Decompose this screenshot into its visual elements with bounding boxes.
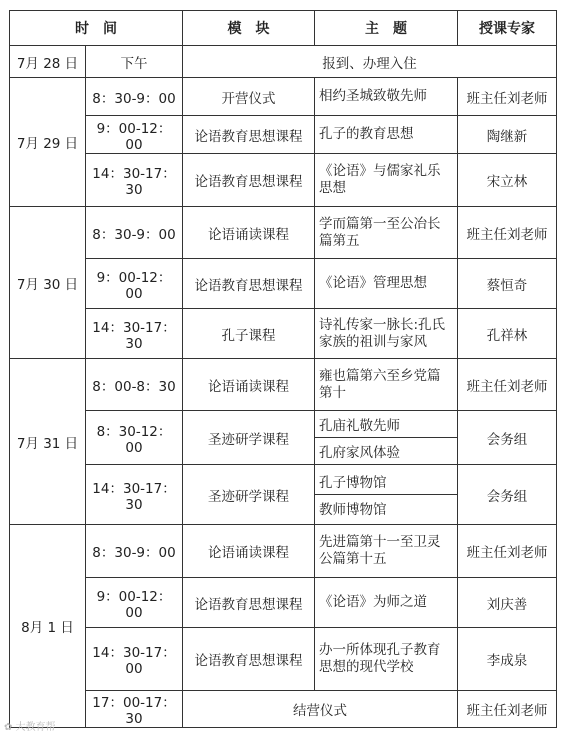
topic-item: 孔子博物馆 [319, 475, 387, 491]
expert-cell: 会务组 [458, 465, 557, 525]
module-cell: 论语诵读课程 [183, 525, 315, 578]
expert-cell: 班主任刘老师 [458, 525, 557, 578]
module-cell: 论语教育思想课程 [183, 259, 315, 309]
schedule-table [9, 10, 557, 728]
module-cell: 开营仪式 [183, 78, 315, 116]
topic-subtable [315, 411, 457, 464]
topic-cell: 《论语》管理思想 [315, 259, 458, 309]
expert-cell: 班主任刘老师 [458, 78, 557, 116]
module-cell: 论语诵读课程 [183, 207, 315, 259]
time-cell: 14：30-17：00 [86, 628, 183, 691]
topic-cell: 孔子的教育思想 [315, 116, 458, 154]
topic-cell [315, 411, 458, 465]
topic-cell: 《论语》与儒家礼乐思想 [315, 154, 458, 207]
time-cell: 下午 [86, 46, 183, 78]
topic-item: 教师博物馆 [315, 495, 457, 522]
module-cell: 论语教育思想课程 [183, 116, 315, 154]
expert-cell: 李成泉 [458, 628, 557, 691]
topic-item: 孔庙礼敬先师 [319, 418, 400, 434]
time-cell: 14：30-17：30 [86, 465, 183, 525]
module-cell: 孔子课程 [183, 309, 315, 359]
table-row [10, 359, 557, 411]
topic-cell: 《论语》为师之道 [315, 578, 458, 628]
table-row [10, 465, 557, 525]
topic-subtable [315, 468, 457, 521]
date-cell: 7月 28 日 [10, 46, 86, 78]
time-cell: 8：00-8：30 [86, 359, 183, 411]
time-cell: 9：00-12：00 [86, 578, 183, 628]
table-row [10, 578, 557, 628]
expert-cell: 陶继新 [458, 116, 557, 154]
table-row [10, 116, 557, 154]
time-cell: 8：30-9：00 [86, 525, 183, 578]
topic-cell: 先进篇第十一至卫灵公篇第十五 [315, 525, 458, 578]
table-row [10, 78, 557, 116]
header-row [10, 11, 557, 46]
date-cell: 7月 31 日 [10, 359, 86, 525]
table-row [10, 259, 557, 309]
header-time: 时 间 [10, 11, 183, 46]
schedule-body [10, 46, 557, 728]
time-cell: 8：30-9：00 [86, 207, 183, 259]
expert-cell: 会务组 [458, 411, 557, 465]
expert-cell: 班主任刘老师 [458, 207, 557, 259]
time-cell: 9：00-12：00 [86, 116, 183, 154]
time-cell: 9：00-12：00 [86, 259, 183, 309]
topic-cell: 雍也篇第六至乡党篇第十 [315, 359, 458, 411]
header-expert: 授课专家 [458, 11, 557, 46]
time-cell: 8：30-12：00 [86, 411, 183, 465]
header-topic: 主 题 [315, 11, 458, 46]
table-row [10, 154, 557, 207]
module-topic-cell: 结营仪式 [183, 691, 458, 728]
expert-cell: 刘庆善 [458, 578, 557, 628]
topic-cell: 学而篇第一至公冶长篇第五 [315, 207, 458, 259]
expert-cell: 班主任刘老师 [458, 691, 557, 728]
topic-cell: 诗礼传家一脉长:孔氏家族的祖训与家风 [315, 309, 458, 359]
expert-cell: 孔祥林 [458, 309, 557, 359]
time-cell: 17：00-17：30 [86, 691, 183, 728]
time-cell: 14：30-17：30 [86, 309, 183, 359]
table-row [10, 411, 557, 465]
date-cell: 7月 30 日 [10, 207, 86, 359]
expert-cell: 班主任刘老师 [458, 359, 557, 411]
date-cell: 8月 1 日 [10, 525, 86, 728]
module-cell: 论语教育思想课程 [183, 578, 315, 628]
table-row [10, 207, 557, 259]
module-cell: 论语教育思想课程 [183, 154, 315, 207]
topic-item: 孔府家风体验 [315, 438, 457, 465]
table-row [10, 525, 557, 578]
table-row [10, 691, 557, 728]
table-row [10, 46, 557, 78]
table-row [10, 309, 557, 359]
module-cell: 论语教育思想课程 [183, 628, 315, 691]
topic-cell: 办一所体现孔子教育思想的现代学校 [315, 628, 458, 691]
date-cell: 7月 29 日 [10, 78, 86, 207]
expert-cell: 蔡恒奇 [458, 259, 557, 309]
time-cell: 8：30-9：00 [86, 78, 183, 116]
header-module: 模 块 [183, 11, 315, 46]
topic-cell [315, 465, 458, 525]
expert-cell: 宋立林 [458, 154, 557, 207]
module-cell: 圣迹研学课程 [183, 465, 315, 525]
merged-cell: 报到、办理入住 [183, 46, 557, 78]
module-cell: 圣迹研学课程 [183, 411, 315, 465]
table-row [10, 628, 557, 691]
module-cell: 论语诵读课程 [183, 359, 315, 411]
time-cell: 14：30-17：30 [86, 154, 183, 207]
watermark: ✿ 大教育帮 [4, 722, 56, 733]
topic-cell: 相约圣城致敬先师 [315, 78, 458, 116]
